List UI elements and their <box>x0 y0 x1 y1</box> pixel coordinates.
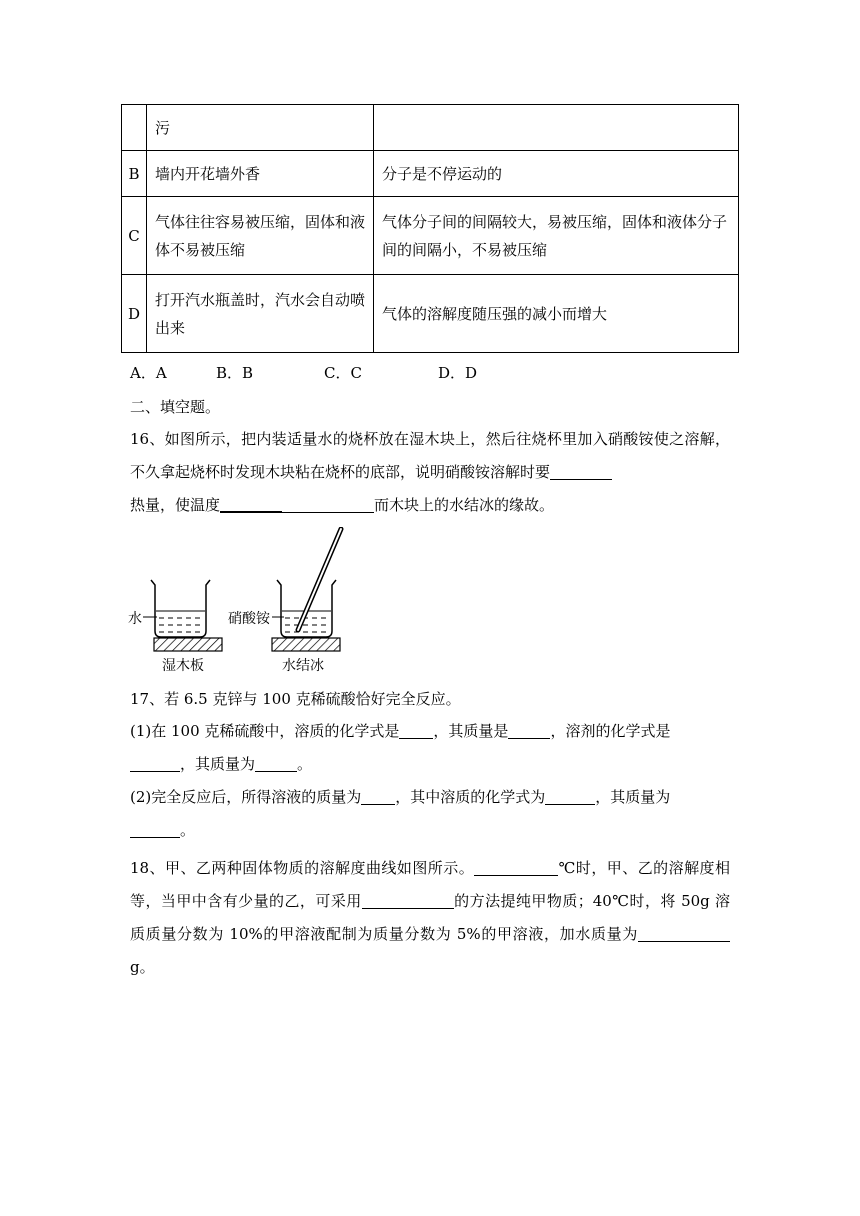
row-label: B <box>122 151 147 197</box>
table-row <box>122 151 739 197</box>
question-table <box>121 104 739 353</box>
phenomenon-cell: 气体往往容易被压缩，固体和液体不易被压缩 <box>147 197 374 275</box>
question-17 <box>130 715 730 847</box>
wet-board <box>154 638 222 651</box>
phenomenon-cell: 墙内开花墙外香 <box>147 151 374 197</box>
table-row <box>122 197 739 275</box>
beaker-left <box>151 580 210 637</box>
explanation-cell: 气体的溶解度随压强的减小而增大 <box>374 275 739 353</box>
q16-blank-1[interactable] <box>550 464 612 480</box>
q16-text-3: 而木块上的水结冰的缘故。 <box>374 496 555 514</box>
q18-text: 18、甲、乙两种固体物质的溶解度曲线如图所示。 <box>130 859 475 877</box>
explanation-cell: 分子是不停运动的 <box>374 151 739 197</box>
q17-text: (2)完全反应后，所得溶液的质量为 <box>130 788 362 806</box>
table-row <box>122 275 739 353</box>
q18-text: 的方法提纯甲物质；40℃时，将 50g 溶质质量分数为 10%的甲溶液配制为质量分数为 5%的甲溶液，加水质量为 <box>130 892 730 943</box>
q17-blank-4[interactable] <box>255 756 297 772</box>
phenomenon-cell: 污 <box>147 105 374 151</box>
q17-blank-5[interactable] <box>361 789 395 805</box>
option-b[interactable]: B．B <box>216 364 254 382</box>
q18-blank-2[interactable] <box>362 893 454 909</box>
explanation-cell: 气体分子间的间隔较大，易被压缩，固体和液体分子间的间隔小，不易被压缩 <box>374 197 739 275</box>
liquid-lines-right <box>285 618 330 632</box>
question-16 <box>130 423 730 522</box>
option-a[interactable]: A．A <box>130 364 167 382</box>
q17-blank-7[interactable] <box>130 822 180 838</box>
phenomenon-cell: 打开汽水瓶盖时，汽水会自动喷出来 <box>147 275 374 353</box>
row-label <box>122 105 147 151</box>
q17-text: 。 <box>180 821 196 839</box>
table-row <box>122 105 739 151</box>
option-d[interactable]: D．D <box>438 364 478 382</box>
section-heading: 二、填空题。 <box>130 398 221 416</box>
q17-text: 。 <box>297 755 313 773</box>
row-label: C <box>122 197 147 275</box>
q16-text-2: 热量，使温度 <box>130 496 221 514</box>
question-18 <box>130 852 730 984</box>
q16-text-1: 16、如图所示，把内装适量水的烧杯放在湿木块上，然后往烧杯里加入硝酸铵使之溶解，不久拿起烧杯时发现木块粘在烧杯的底部，说明硝酸铵溶解时要 <box>130 430 730 481</box>
option-c[interactable]: C．C <box>324 364 362 382</box>
label-wet-board: 湿木板 <box>162 658 204 674</box>
q18-blank-3[interactable] <box>638 926 730 942</box>
beaker-figure <box>126 527 356 677</box>
row-label: D <box>122 275 147 353</box>
q16-blank-2b[interactable] <box>282 497 374 513</box>
q17-text: ，其质量为 <box>595 788 671 806</box>
q17-blank-3[interactable] <box>130 756 180 772</box>
label-ice: 水结冰 <box>282 658 324 674</box>
liquid-lines-left <box>159 618 204 632</box>
q17-text: ，其质量是 <box>433 722 509 740</box>
q17-text: ，其质量为 <box>180 755 256 773</box>
glass-rod <box>298 529 341 630</box>
label-water: 水 <box>128 611 142 627</box>
q17-blank-1[interactable] <box>399 723 433 739</box>
q17-text: ，其中溶质的化学式为 <box>395 788 546 806</box>
label-ammonium-nitrate: 硝酸铵 <box>228 611 270 627</box>
explanation-cell <box>374 105 739 151</box>
q18-blank-1[interactable] <box>474 860 558 876</box>
frozen-board <box>272 638 340 651</box>
q18-text: ℃时，甲、乙的溶解度相等，当甲中含有少量的乙，可采用 <box>130 859 731 910</box>
q16-blank-2[interactable] <box>220 496 282 513</box>
question-17-title: 17、若 6.5 克锌与 100 克稀硫酸恰好完全反应。 <box>130 690 461 708</box>
q17-blank-2[interactable] <box>508 723 550 739</box>
q17-text: ，溶剂的化学式是 <box>550 722 671 740</box>
answer-options <box>130 362 477 383</box>
q18-text: g。 <box>130 958 155 976</box>
q17-blank-6[interactable] <box>545 789 595 805</box>
q17-text: (1)在 100 克稀硫酸中，溶质的化学式是 <box>130 722 400 740</box>
